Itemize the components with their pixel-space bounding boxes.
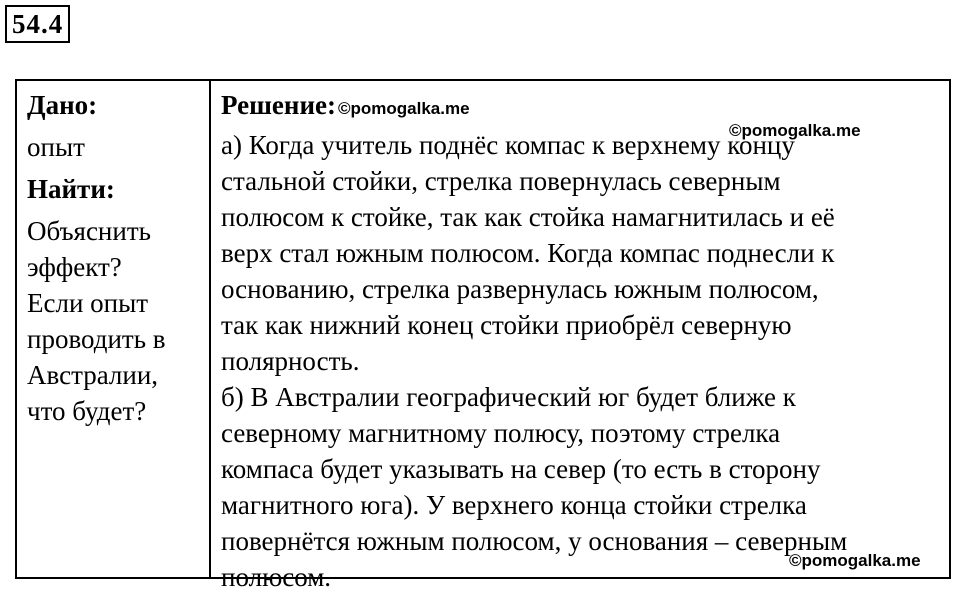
given-column (17, 81, 211, 577)
solution-heading: Решение: (221, 90, 336, 120)
watermark-bottom: ©pomogalka.me (789, 551, 921, 570)
find-text: Объяснить эффект? Если опыт проводить в Австралии, что будет? (27, 216, 166, 426)
given-value: опыт (27, 132, 85, 162)
given-heading: Дано: (27, 90, 98, 120)
solution-column (211, 81, 949, 592)
find-heading: Найти: (27, 174, 115, 204)
solution-part-a: а) Когда учитель поднёс компас к верхнему концу стальной стойки, стрелка повернулась северным полюсом к стойке, так как стойка намагнитилась и её верх стал южным полюсом. Когда компас поднесли к основанию, стрелка развернулась южным полюсом, так как нижний конец стойки приобрёл северную полярность. (221, 130, 835, 376)
watermark-inline: ©pomogalka.me (338, 99, 470, 118)
solution-table (15, 79, 951, 592)
watermark-top: ©pomogalka.me (729, 121, 861, 140)
solution-part-b: б) В Австралии географический юг будет ближе к северному магнитному полюсу, поэтому стрелка компаса будет указывать на север (то есть в сторону магнитного юга). У верхнего конца стойки стрелка повернётся южным полюсом, у основания – северным полюсом. (221, 382, 848, 592)
problem-number: 54.4 (5, 5, 70, 43)
